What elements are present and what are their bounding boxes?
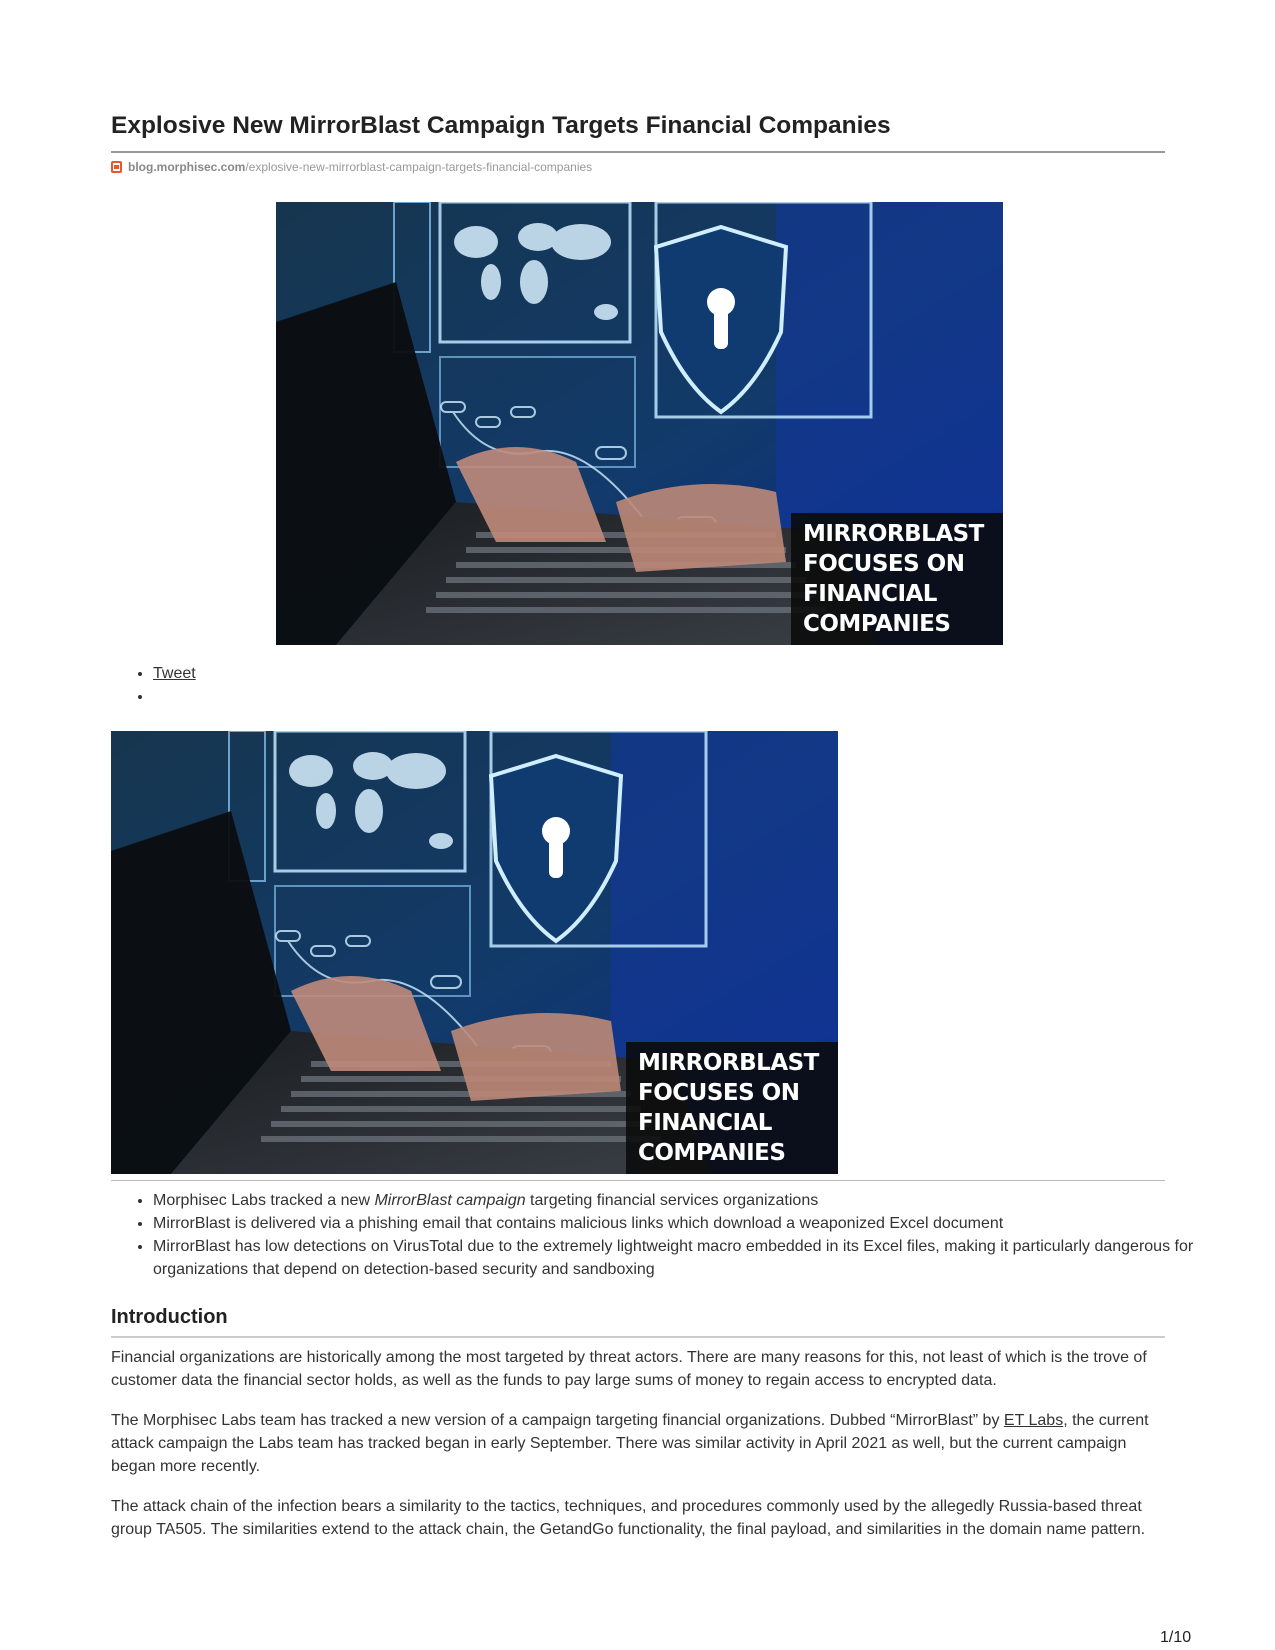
- source-url[interactable]: [111, 160, 592, 174]
- tweet-link[interactable]: Tweet: [153, 665, 196, 682]
- et-labs-link[interactable]: ET Labs: [1003, 1412, 1064, 1429]
- caption-line: FINANCIAL: [803, 581, 937, 607]
- page-favicon-icon: [111, 161, 122, 173]
- caption-line: COMPANIES: [638, 1140, 786, 1166]
- image-caption: [626, 1042, 838, 1174]
- intro-paragraph: Financial organizations are historically among the most targeted by threat actors. There are many reasons for this, not least of which is the trove of customer data the financial sector holds, as well as the funds to pay large sums of money to regain access to encrypted data.: [111, 1349, 1147, 1389]
- hero-image: [276, 202, 1003, 645]
- highlight-item: • MirrorBlast is delivered via a phishing email that contains malicious links which download a weaponized Excel document: [153, 1212, 1207, 1235]
- page-number: 1/10: [1160, 1629, 1192, 1646]
- intro-paragraph: The Morphisec Labs team has tracked a new version of a campaign targeting financial organizations. Dubbed “MirrorBlast” by ET Labs, the current attack campaign the Labs team has tracked began in early September. There was similar activity in April 2021 as well, but the current campaign began more recently.: [111, 1412, 1149, 1475]
- section-heading-introduction: Introduction: [111, 1306, 228, 1328]
- highlight-item: • Morphisec Labs tracked a new MirrorBlast campaign targeting financial services organizations: [153, 1189, 1207, 1212]
- share-links: [111, 662, 196, 708]
- share-item-empty: [153, 685, 196, 708]
- title-divider: [111, 151, 1165, 153]
- share-item: [153, 662, 196, 685]
- caption-line: FINANCIAL: [638, 1110, 772, 1136]
- caption-line: MIRRORBLAST: [803, 521, 984, 547]
- article-image: [111, 731, 838, 1174]
- intro-paragraph: The attack chain of the infection bears a similarity to the tactics, techniques, and procedures commonly used by the allegedly Russia-based threat group TA505. The similarities extend to the attack chain, the GetandGo functionality, the final payload, and similarities in the domain name pattern.: [111, 1498, 1146, 1538]
- caption-line: COMPANIES: [803, 611, 951, 637]
- caption-line: FOCUSES ON: [803, 551, 965, 577]
- source-domain: blog.morphisec.com: [128, 160, 246, 174]
- campaign-name: MirrorBlast campaign: [374, 1192, 526, 1209]
- source-path: /explosive-new-mirrorblast-campaign-targets-financial-companies: [245, 160, 593, 174]
- article-title: Explosive New MirrorBlast Campaign Targets Financial Companies: [111, 112, 891, 139]
- highlight-item: • MirrorBlast has low detections on VirusTotal due to the extremely lightweight macro embedded in its Excel files, making it particularly dangerous for organizations that depend on detection-based security and sandboxing: [153, 1235, 1207, 1281]
- caption-line: FOCUSES ON: [638, 1080, 800, 1106]
- image-divider: [111, 1180, 1165, 1181]
- hero-caption: [791, 513, 1003, 645]
- highlights-list: [111, 1189, 1207, 1281]
- section-divider: [111, 1336, 1165, 1338]
- caption-line: MIRRORBLAST: [638, 1050, 819, 1076]
